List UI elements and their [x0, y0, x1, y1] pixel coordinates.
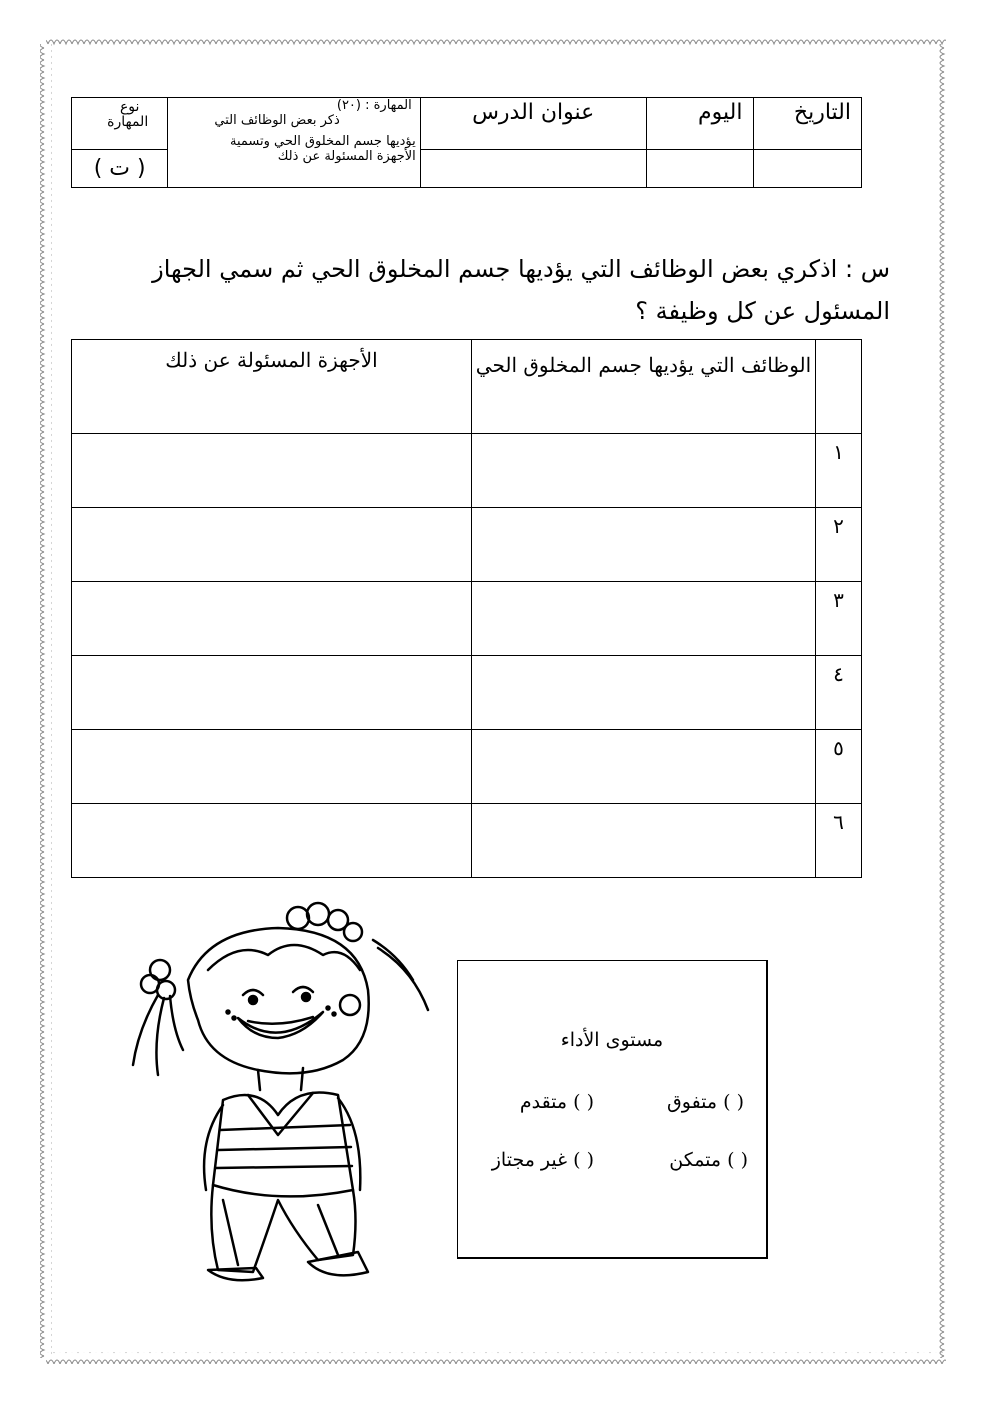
- row-number: ٦: [816, 804, 862, 878]
- function-answer-cell[interactable]: [472, 656, 816, 730]
- skill-type-value: ( ت ): [72, 150, 168, 188]
- option-proficient[interactable]: ( ) متمكن: [669, 1149, 748, 1171]
- organ-answer-cell[interactable]: [72, 730, 472, 804]
- girl-illustration: [128, 900, 448, 1290]
- skill-line-4: الأجهزة المسئولة عن ذلك: [277, 149, 416, 164]
- option-not-passed[interactable]: ( ) غير مجتاز: [491, 1149, 594, 1171]
- row-number: ٢: [816, 508, 862, 582]
- option-advanced[interactable]: ( ) متقدم: [519, 1091, 594, 1113]
- function-answer-cell[interactable]: [472, 730, 816, 804]
- skill-number: المهارة : (٢٠): [336, 98, 412, 113]
- row-number: ٥: [816, 730, 862, 804]
- date-value[interactable]: [753, 150, 862, 188]
- option-excellent[interactable]: ( ) متفوق: [667, 1091, 744, 1113]
- organ-answer-cell[interactable]: [72, 656, 472, 730]
- table-corner: [816, 340, 862, 434]
- organ-answer-cell[interactable]: [72, 508, 472, 582]
- day-label: اليوم: [646, 98, 753, 150]
- organ-answer-cell[interactable]: [72, 582, 472, 656]
- organ-answer-cell[interactable]: [72, 434, 472, 508]
- functions-table: [71, 339, 862, 878]
- date-label: التاريخ: [753, 98, 862, 150]
- performance-title: مستوى الأداء: [560, 1029, 664, 1051]
- function-answer-cell[interactable]: [472, 582, 816, 656]
- column-header-organs: الأجهزة المسئولة عن ذلك: [72, 340, 472, 434]
- skill-line-2: ذكر بعض الوظائف التي: [214, 113, 340, 128]
- skill-line-3: يؤديها جسم المخلوق الحي وتسمية: [229, 134, 416, 149]
- column-header-functions: الوظائف التي يؤديها جسم المخلوق الحي: [472, 340, 816, 434]
- performance-level-box: [457, 960, 768, 1259]
- row-number: ٤: [816, 656, 862, 730]
- skill-description: [168, 98, 420, 188]
- function-answer-cell[interactable]: [472, 804, 816, 878]
- skill-type-label-2: المهارة: [107, 114, 149, 130]
- organ-answer-cell[interactable]: [72, 804, 472, 878]
- lesson-title-value[interactable]: [420, 150, 646, 188]
- row-number: ١: [816, 434, 862, 508]
- function-answer-cell[interactable]: [472, 508, 816, 582]
- question-text: س : اذكري بعض الوظائف التي يؤديها جسم المخلوق الحي ثم سمي الجهاز المسئول عن كل وظيفة ؟: [152, 255, 890, 325]
- function-answer-cell[interactable]: [472, 434, 816, 508]
- row-number: ٣: [816, 582, 862, 656]
- header-table: [71, 97, 862, 188]
- skill-type-label-1: نوع: [119, 99, 140, 115]
- day-value[interactable]: [646, 150, 753, 188]
- lesson-title-label: عنوان الدرس: [420, 98, 646, 150]
- skill-type-cell: [72, 98, 168, 150]
